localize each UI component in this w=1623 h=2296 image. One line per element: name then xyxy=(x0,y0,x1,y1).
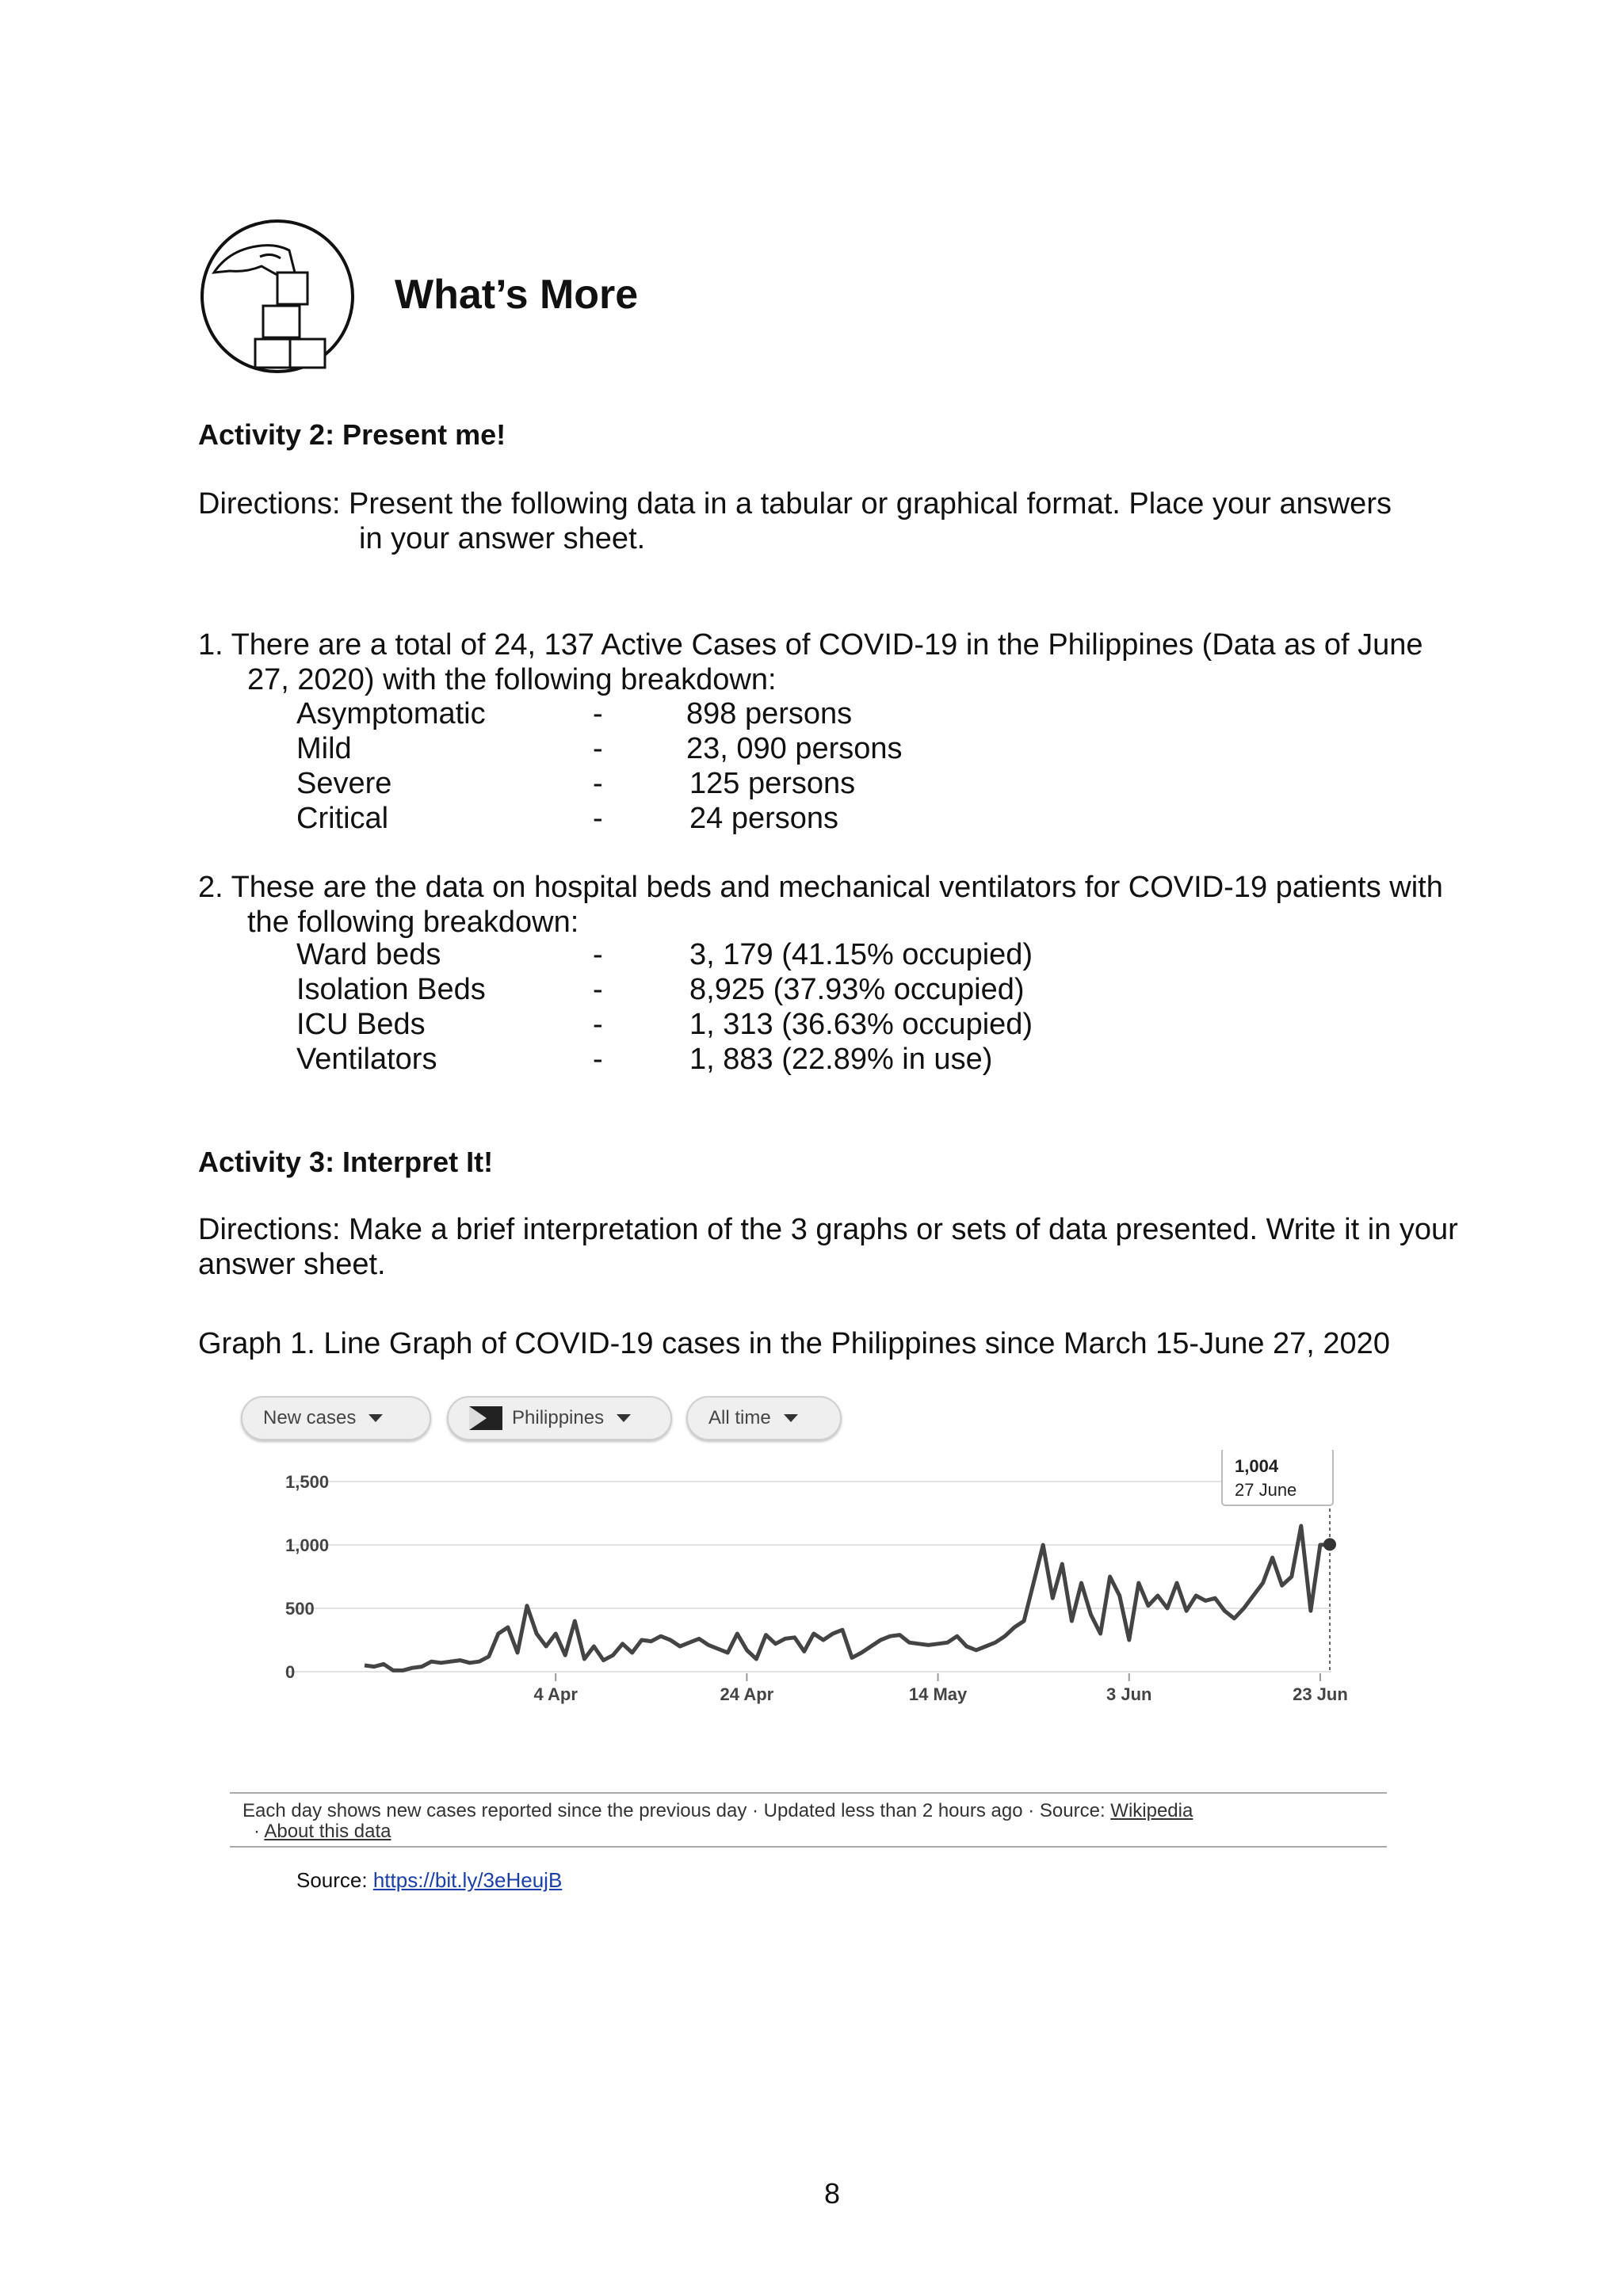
activity2-directions-line1: Directions: Present the following data in a tabular or graphical format. Place your answers xyxy=(198,487,1392,521)
country-dropdown[interactable] xyxy=(447,1396,672,1440)
case-label: Mild xyxy=(296,732,352,765)
case-value: 898 persons xyxy=(686,697,853,730)
tooltip-date: 27 June xyxy=(1235,1480,1297,1500)
case-value: 24 persons xyxy=(689,802,839,835)
row-dash: - xyxy=(593,697,603,730)
x-tick-label: 23 Jun xyxy=(1293,1684,1348,1704)
item2-line2: the following breakdown: xyxy=(247,906,579,939)
activity3-directions-line1: Directions: Make a brief interpretation of the 3 graphs or sets of data presented. Write it in your xyxy=(198,1213,1458,1246)
bed-value: 3, 179 (41.15% occupied) xyxy=(689,938,1033,971)
series-line xyxy=(365,1526,1330,1670)
row-dash: - xyxy=(593,938,603,971)
metric-dropdown-label: New cases xyxy=(263,1407,357,1428)
chart-footnote-text: Each day shows new cases reported since the previous day · Updated less than 2 hours ago · Source: xyxy=(242,1800,1106,1821)
case-label: Severe xyxy=(296,767,392,800)
case-label: Critical xyxy=(296,802,389,835)
line-chart xyxy=(230,1450,1403,1751)
x-tick-label: 4 Apr xyxy=(533,1684,578,1704)
row-dash: - xyxy=(593,1008,603,1041)
y-tick-label: 0 xyxy=(285,1662,296,1682)
country-dropdown-label: Philippines xyxy=(512,1407,605,1428)
row-dash: - xyxy=(593,802,603,835)
bed-label: ICU Beds xyxy=(296,1008,426,1041)
row-dash: - xyxy=(593,973,603,1006)
bed-value: 1, 313 (36.63% occupied) xyxy=(689,1008,1033,1041)
page-number: 8 xyxy=(824,2177,841,2210)
y-tick-label: 1,500 xyxy=(285,1472,330,1492)
case-value: 125 persons xyxy=(689,767,856,800)
source-prefix: Source: xyxy=(296,1868,373,1892)
divider xyxy=(230,1846,1387,1848)
range-dropdown[interactable] xyxy=(686,1396,842,1440)
x-tick-label: 14 May xyxy=(908,1684,968,1704)
about-separator: · xyxy=(254,1821,260,1842)
stacking-blocks-icon xyxy=(198,217,357,376)
wikipedia-link[interactable]: Wikipedia xyxy=(1110,1800,1193,1821)
case-value: 23, 090 persons xyxy=(686,732,903,765)
divider xyxy=(230,1792,1387,1794)
bed-value: 8,925 (37.93% occupied) xyxy=(689,973,1025,1006)
bed-label: Ventilators xyxy=(296,1043,437,1076)
chevron-down-icon xyxy=(369,1414,383,1422)
y-tick-label: 500 xyxy=(285,1599,315,1619)
row-dash: - xyxy=(593,732,603,765)
chart-footnote xyxy=(242,1800,1193,1822)
item1-line2: 27, 2020) with the following breakdown: xyxy=(247,663,777,696)
metric-dropdown[interactable] xyxy=(241,1396,431,1440)
endpoint-marker xyxy=(1323,1538,1336,1550)
bed-value: 1, 883 (22.89% in use) xyxy=(689,1043,993,1076)
chevron-down-icon xyxy=(784,1414,798,1422)
about-row xyxy=(254,1821,391,1843)
tooltip-value: 1,004 xyxy=(1235,1456,1279,1476)
item1-line1: 1. There are a total of 24, 137 Active Cases of COVID-19 in the Philippines (Data as of June xyxy=(198,628,1423,662)
row-dash: - xyxy=(593,1043,603,1076)
bed-label: Isolation Beds xyxy=(296,973,486,1006)
activity3-directions-line2: answer sheet. xyxy=(198,1248,386,1281)
x-tick-label: 24 Apr xyxy=(720,1684,774,1704)
case-label: Asymptomatic xyxy=(296,697,486,730)
range-dropdown-label: All time xyxy=(708,1407,771,1428)
activity2-heading: Activity 2: Present me! xyxy=(198,418,506,451)
section-title: What’s More xyxy=(395,272,639,318)
x-tick-label: 3 Jun xyxy=(1106,1684,1152,1704)
covid-chart-widget xyxy=(230,1386,1403,1862)
bed-label: Ward beds xyxy=(296,938,441,971)
item2-line1: 2. These are the data on hospital beds and mechanical ventilators for COVID-19 patients with xyxy=(198,871,1443,904)
activity3-heading: Activity 3: Interpret It! xyxy=(198,1146,494,1178)
graph-caption: Graph 1. Line Graph of COVID-19 cases in the Philippines since March 15-June 27, 2020 xyxy=(198,1327,1390,1360)
row-dash: - xyxy=(593,767,603,800)
chevron-down-icon xyxy=(617,1414,631,1422)
source-line xyxy=(296,1868,562,1893)
activity2-directions-line2: in your answer sheet. xyxy=(359,522,646,555)
source-link[interactable]: https://bit.ly/3eHeujB xyxy=(372,1868,563,1892)
y-tick-label: 1,000 xyxy=(285,1535,330,1555)
philippines-flag-icon xyxy=(469,1406,502,1430)
about-data-link[interactable]: About this data xyxy=(264,1821,391,1842)
